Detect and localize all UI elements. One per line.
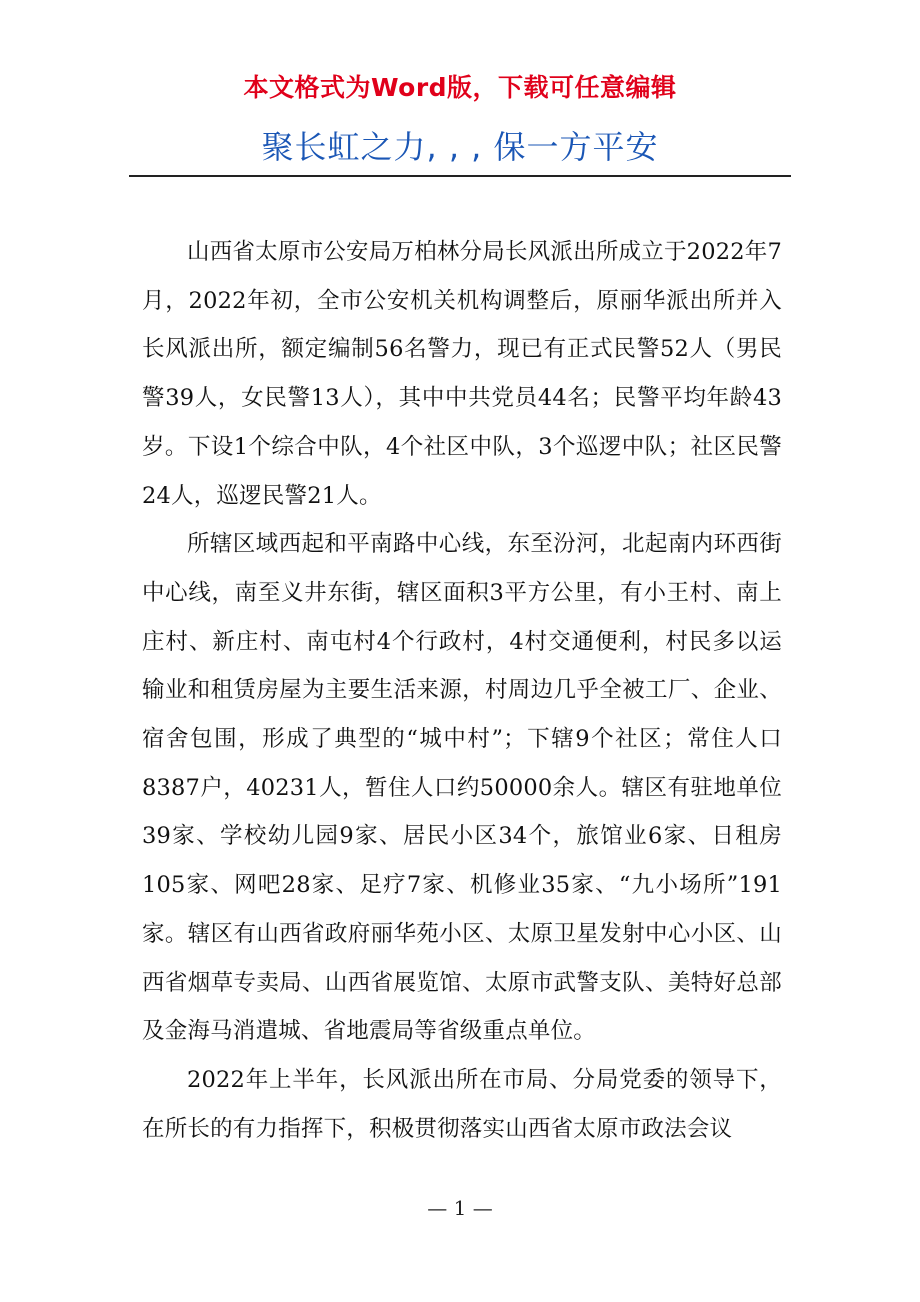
page-number: — 1 — bbox=[427, 1196, 493, 1220]
paragraph: 山西省太原市公安局万柏林分局长风派出所成立于2022年7月，2022年初，全市公安机关机构调整后，原丽华派出所并入长风派出所，额定编制56名警力，现已有正式民警52人（男民警39人，女民警13人），其中中共党员44名；民警平均年龄43岁。下设1个综合中队，4个社区中队，3个巡逻中队；社区民警24人，巡逻民警21人。 bbox=[142, 239, 782, 509]
paragraph: 所辖区域西起和平南路中心线，东至汾河，北起南内环西街中心线，南至义井东街，辖区面积3平方公里，有小王村、南上庄村、新庄村、南屯村4个行政村，4村交通便利，村民多以运输业和租赁房屋为主要生活来源，村周边几乎全被工厂、企业、宿舍包围，形成了典型的“城中村”；下辖9个社区；常住人口8387户，40231人，暂住人口约50000余人。辖区有驻地单位39家、学校幼儿园9家、居民小区34个，旅馆业6家、日租房105家、网吧28家、足疗7家、机修业35家、“九小场所”191家。辖区有山西省政府丽华苑小区、太原卫星发射中心小区、山西省烟草专卖局、山西省展览馆、太原市武警支队、美特好总部及金海马消遣城、省地震局等省级重点单位。 bbox=[142, 531, 782, 1045]
paragraph: 2022年上半年，长风派出所在市局、分局党委的领导下，在所长的有力指挥下，积极贯彻落实山西省太原市政法会议 bbox=[142, 1066, 782, 1142]
format-notice: 本文格式为Word版，下载可任意编辑 bbox=[243, 73, 677, 102]
document-body bbox=[142, 228, 782, 1153]
document-title: 聚长虹之力, , , 保一方平安 bbox=[261, 128, 659, 166]
title-divider bbox=[129, 175, 791, 177]
